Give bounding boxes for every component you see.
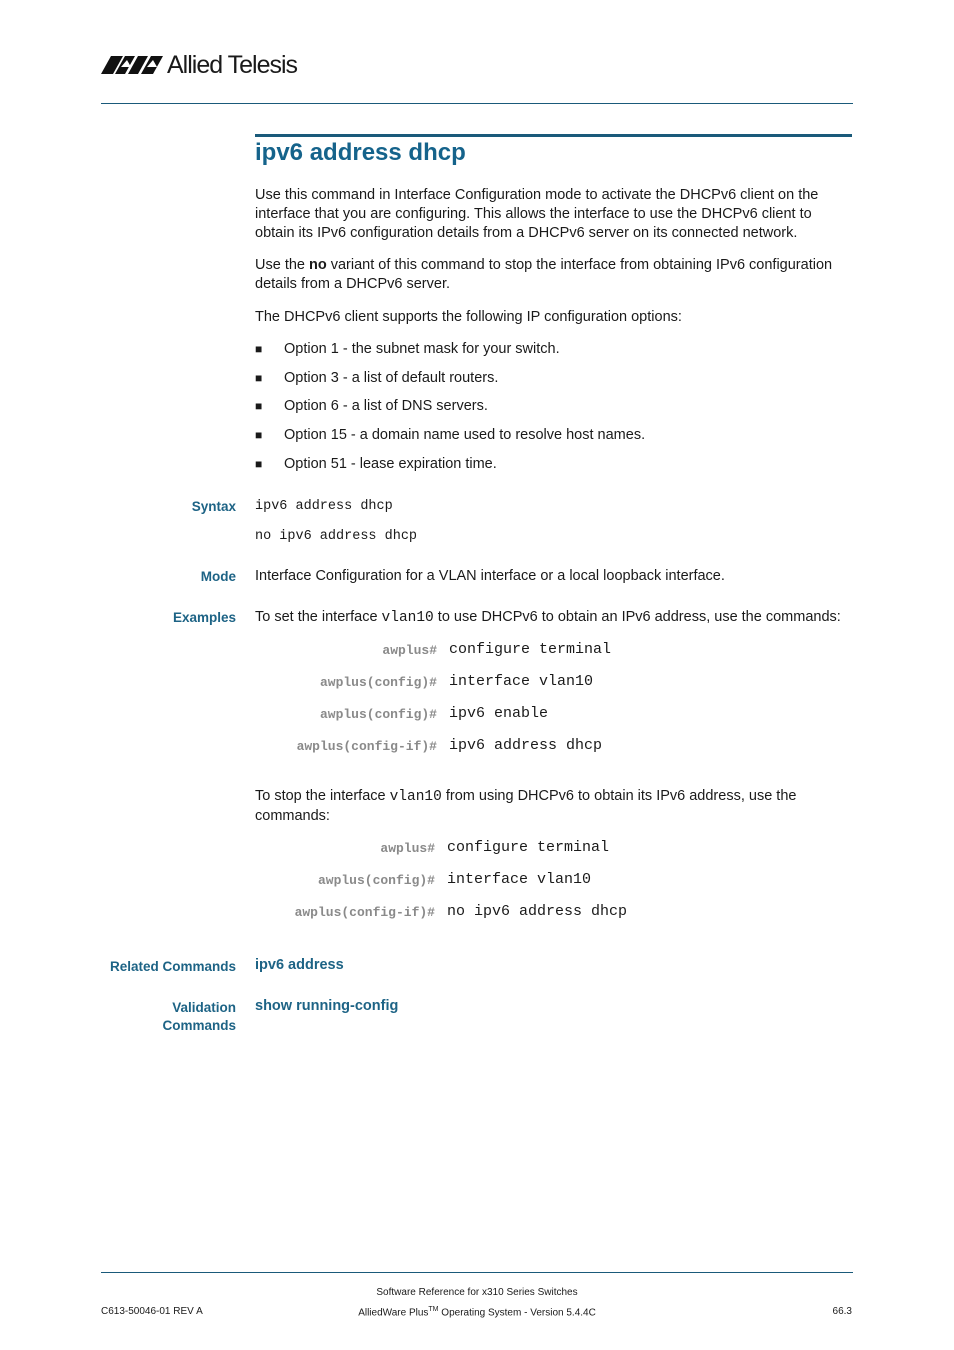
list-item: ■ Option 3 - a list of default routers. bbox=[255, 370, 499, 386]
intro-paragraph-2: Use the no variant of this command to stop the interface from obtaining IPv6 configuration details from a DHCPv6 server. bbox=[255, 257, 833, 292]
allied-telesis-mark-icon bbox=[101, 56, 163, 74]
cli-command: configure terminal bbox=[447, 839, 610, 856]
cli-prompt: awplus# bbox=[380, 841, 435, 856]
bullet-square-icon: ■ bbox=[255, 399, 263, 413]
related-command-link[interactable]: ipv6 address bbox=[255, 957, 344, 973]
list-item: ■ Option 6 - a list of DNS servers. bbox=[255, 398, 488, 414]
validation-command-link[interactable]: show running-config bbox=[255, 998, 399, 1014]
bullet-square-icon: ■ bbox=[255, 457, 263, 471]
mode-text: Interface Configuration for a VLAN interface or a local loopback interface. bbox=[255, 568, 725, 584]
cli-command: no ipv6 address dhcp bbox=[447, 903, 628, 920]
footer-page-number: 66.3 bbox=[832, 1306, 852, 1317]
logo-text: Allied Telesis bbox=[167, 50, 298, 79]
bullet-square-icon: ■ bbox=[255, 428, 263, 442]
cli-command: ipv6 enable bbox=[449, 705, 549, 722]
cli-prompt: awplus(config)# bbox=[319, 707, 437, 722]
cli-command: ipv6 address dhcp bbox=[449, 737, 603, 754]
validation-commands-label: Validation Commands bbox=[162, 1000, 236, 1033]
intro-paragraph-3: The DHCPv6 client supports the following IP configuration options: bbox=[255, 309, 682, 325]
related-commands-label: Related Commands bbox=[109, 959, 236, 974]
bullet-square-icon: ■ bbox=[255, 342, 263, 356]
cli-prompt: awplus# bbox=[382, 643, 437, 658]
cli-prompt: awplus(config-if)# bbox=[296, 739, 437, 754]
footer-os-version: AlliedWare Plus™ Operating System - Version 5.4.4C bbox=[358, 1306, 596, 1319]
syntax-line-1: ipv6 address dhcp bbox=[255, 499, 393, 514]
bullet-square-icon: ■ bbox=[255, 371, 263, 385]
cli-prompt: awplus(config)# bbox=[319, 675, 437, 690]
brand-logo bbox=[101, 50, 297, 80]
title-rule bbox=[255, 134, 852, 137]
cli-prompt: awplus(config-if)# bbox=[294, 905, 435, 920]
list-item: ■ Option 1 - the subnet mask for your switch. bbox=[255, 341, 560, 357]
list-item: ■ Option 51 - lease expiration time. bbox=[255, 456, 497, 472]
header-rule bbox=[101, 103, 853, 104]
syntax-label: Syntax bbox=[191, 499, 236, 514]
footer-doc-number: C613-50046-01 REV A bbox=[101, 1306, 203, 1317]
cli-command: configure terminal bbox=[449, 641, 612, 658]
intro-paragraph-1: Use this command in Interface Configuration mode to activate the DHCPv6 client on the interface that you are configuring. This allows the interface to use the DHCPv6 client to obtain its IPv6 configuration details from a DHCPv6 server on its connected network. bbox=[255, 187, 819, 241]
mode-label: Mode bbox=[200, 569, 236, 584]
cli-prompt: awplus(config)# bbox=[317, 873, 435, 888]
footer-rule bbox=[101, 1272, 853, 1273]
footer-document-title: Software Reference for x310 Series Switches bbox=[376, 1287, 578, 1298]
list-item: ■ Option 15 - a domain name used to resolve host names. bbox=[255, 427, 646, 443]
syntax-line-2: no ipv6 address dhcp bbox=[255, 529, 418, 544]
page-title: ipv6 address dhcp bbox=[255, 139, 466, 166]
cli-command: interface vlan10 bbox=[447, 871, 592, 888]
examples-label: Examples bbox=[172, 610, 236, 625]
cli-command: interface vlan10 bbox=[449, 673, 594, 690]
examples-intro-2: To stop the interface vlan10 from using DHCPv6 to obtain its IPv6 address, use the commands: bbox=[255, 788, 797, 824]
examples-intro-1: To set the interface vlan10 to use DHCPv6 to obtain an IPv6 address, use the commands: bbox=[255, 609, 841, 626]
